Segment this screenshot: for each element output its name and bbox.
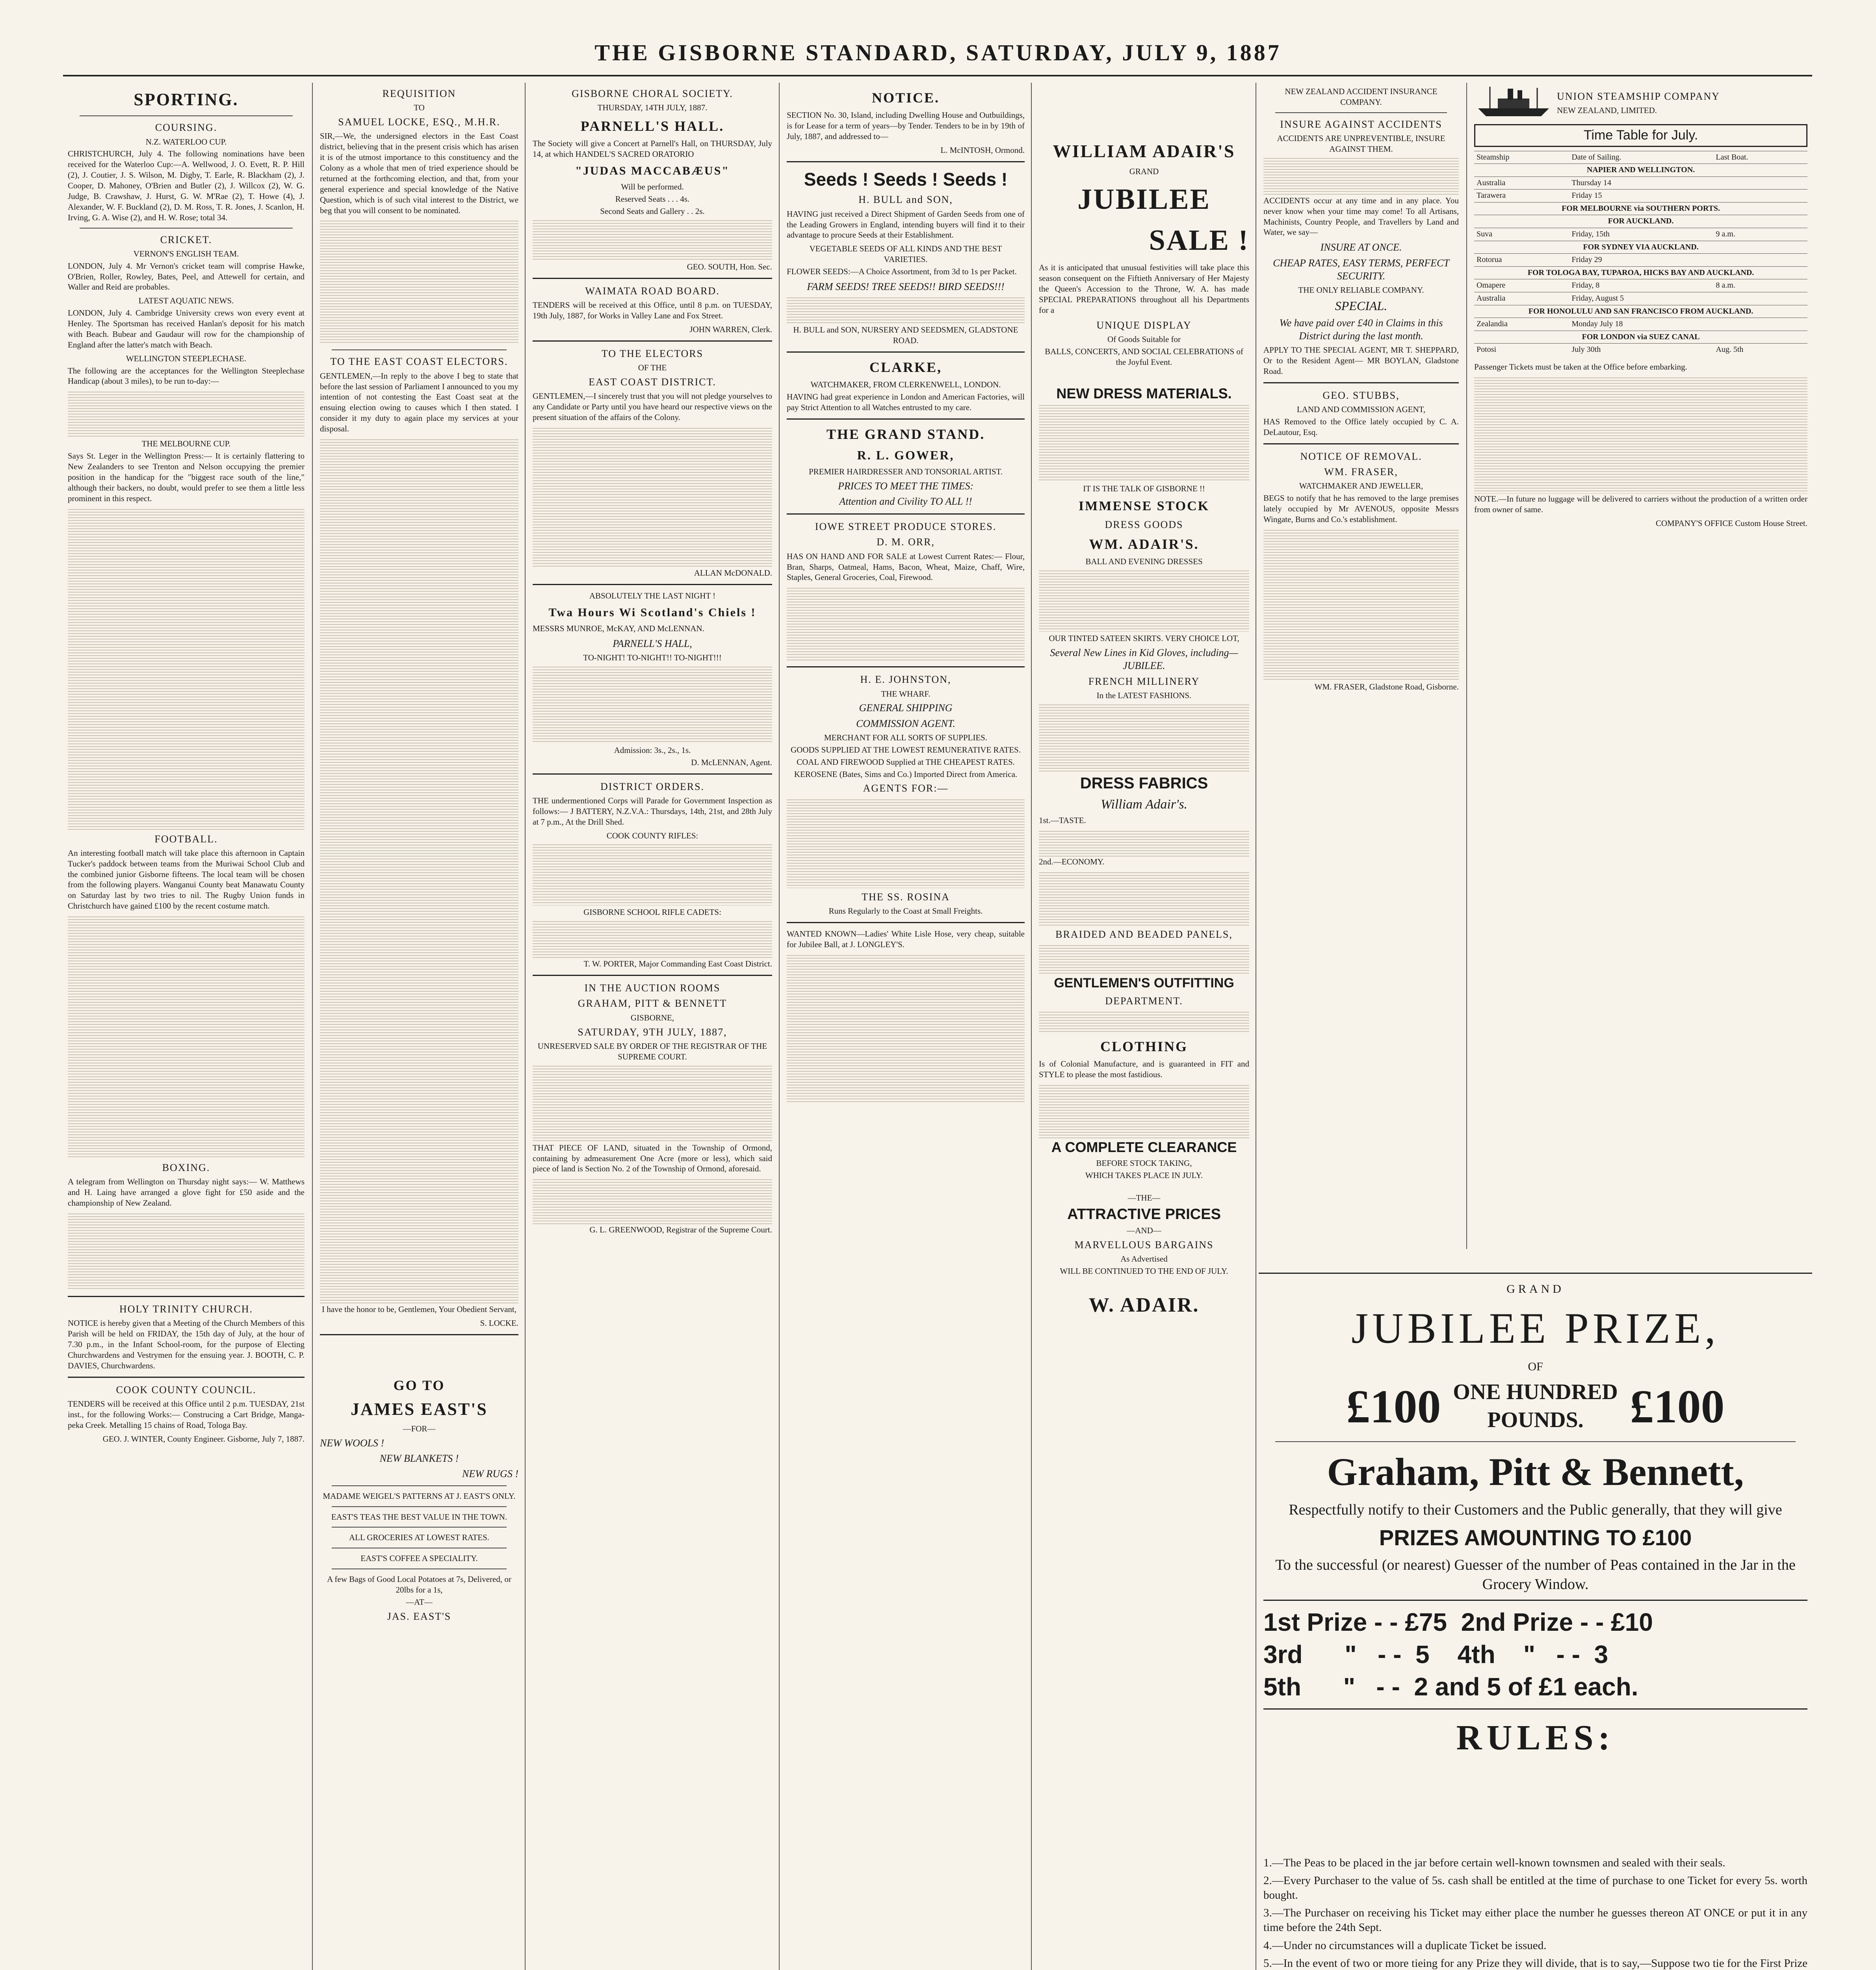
kid-gloves: Several New Lines in Kid Gloves, including—JUBILEE. [1050, 647, 1238, 672]
latest-fashions: In the LATEST FASHIONS. [1096, 690, 1192, 700]
choral-heading: GISBORNE CHORAL SOCIETY. [572, 88, 733, 99]
vernon-heading: VERNON'S ENGLISH TEAM. [133, 249, 239, 258]
rosina-text: Runs Regularly to the Coast at Small Freights. [828, 906, 983, 916]
wanted-known: WANTED KNOWN—Ladies' White Lisle Hose, very cheap, suitable for Jubilee Ball, at J. LONGLEY'S. [787, 929, 1025, 949]
guesser-text: To the successful (or nearest) Guesser of the number of Peas contained in the Jar in the Grocery Window. [1275, 1557, 1796, 1593]
wanted-known-list [787, 953, 1025, 1103]
commission-agent: COMMISSION AGENT. [856, 717, 955, 729]
jubilee-prize-heading: JUBILEE PRIZE, [1351, 1304, 1720, 1353]
table-row: Tarawera Friday 15 [1474, 190, 1807, 203]
col-steamship: Steamship [1474, 151, 1569, 164]
rifles-details [533, 842, 772, 905]
for-label: —FOR— [403, 1424, 436, 1434]
mcdonald-sign: ALLAN McDONALD. [694, 568, 772, 578]
adair-heading: WILLIAM ADAIR'S [1053, 141, 1235, 161]
goods-suitable: Of Goods Suitable for [1107, 334, 1181, 344]
amount-words: ONE HUNDRED POUNDS. [1453, 1379, 1618, 1433]
apply-agent: APPLY TO THE SPECIAL AGENT, MR T. SHEPPARD, Or to the Resident Agent— MR BOYLAN, Gladstone Road. [1263, 345, 1459, 376]
millinery-text [1039, 703, 1249, 773]
requisition-continued [320, 219, 518, 345]
warren-sign: JOHN WARREN, Clerk. [689, 324, 772, 334]
divider [787, 922, 1025, 923]
fraser-heading: WM. FRASER, [1324, 466, 1398, 478]
attractive-prices: ATTRACTIVE PRICES [1067, 1206, 1221, 1223]
clothing: CLOTHING [1100, 1039, 1188, 1055]
rule-2: 2.—Every Purchaser to the value of 5s. cash shall be entitled at the time of purchase to one Ticket for every 5s. worth bought. [1263, 1874, 1807, 1902]
braided-panels: BRAIDED AND BEADED PANELS, [1055, 929, 1233, 940]
passenger-tickets: Passenger Tickets must be taken at the Office before embarking. [1474, 362, 1687, 372]
usc-heading: UNION STEAMSHIP COMPANY [1557, 90, 1720, 102]
adair-text: As it is anticipated that unusual festivities will take place this season consequent on the Fiftieth Anniversary of Her Majesty the Queen's Accession to the Throne, W. A. has made SPECIAL PREPARATIONS throughout all his Departments for a [1039, 263, 1249, 315]
divider [1263, 1708, 1807, 1710]
table-row: Zealandia Monday July 18 [1474, 318, 1807, 331]
rule-3: 3.—The Purchaser on receiving his Ticket may either place the number he guesses thereon AT ONCE or put it in any time before the 24th Sept. [1263, 1907, 1807, 1934]
divider [533, 773, 772, 775]
performed: Will be performed. [621, 182, 684, 192]
william-adairs: William Adair's. [1100, 797, 1188, 812]
rules-list [1259, 1856, 1812, 1970]
orr-details [787, 586, 1025, 661]
cricket-heading: CRICKET. [160, 234, 212, 245]
closing: I have the honor to be, Gentlemen, Your Obedient Servant, [322, 1304, 516, 1314]
tinted-sateen: OUR TINTED SATEEN SKIRTS. VERY CHOICE LOT, [1049, 634, 1239, 643]
divider [332, 1527, 507, 1528]
company-office: COMPANY'S OFFICE Custom House Street. [1655, 518, 1807, 528]
auction-rooms: IN THE AUCTION ROOMS [584, 982, 721, 994]
fraser-sign: WM. FRASER, Gladstone Road, Gisborne. [1314, 682, 1459, 691]
parnells-hall-2: PARNELL'S HALL, [613, 637, 692, 649]
two-hours: Twa Hours Wi Scotland's Chiels ! [548, 606, 756, 619]
continued-end-july: WILL BE CONTINUED TO THE END OF JULY. [1060, 1266, 1228, 1276]
masthead: THE GISBORNE STANDARD, SATURDAY, JULY 9, 1887 [594, 40, 1282, 65]
divider [68, 1296, 305, 1297]
orr-text: HAS ON HAND AND FOR SALE at Lowest Current Rates:— Flour, Bran, Sharps, Oatmeal, Hams, Bacon, Wheat, Maize, Chaff, Wire, Staples, General Groceries, Coal, Firewood. [787, 551, 1025, 582]
steamship-icon [1474, 85, 1553, 120]
mcdonald-text: GENTLEMEN,—I sincerely trust that you will not pledge yourselves to any Candidate or Party until you have heard our respective views on the present situation of the affairs of the Colony. [533, 391, 772, 422]
rifles: COOK COUNTY RIFLES: [606, 831, 698, 840]
letter-continued [320, 437, 518, 1304]
notice-removal: NOTICE OF REMOVAL. [1300, 450, 1422, 462]
unique-display: UNIQUE DISPLAY [1096, 319, 1192, 331]
cadets-details [533, 919, 772, 959]
admission: Admission: 3s., 2s., 1s. [614, 745, 691, 755]
before-stock-taking: BEFORE STOCK TAKING, [1096, 1158, 1192, 1168]
notify-text: Respectfully notify to their Customers and the Public generally, that they will give [1289, 1502, 1782, 1518]
east-teas: EAST'S TEAS THE BEST VALUE IN THE TOWN. [331, 1512, 507, 1522]
seeds-heading: Seeds ! Seeds ! Seeds ! [804, 169, 1008, 190]
fraser-text: BEGS to notify that he has removed to the large premises lately occupied by Mr AVENOUS, opposite Messrs Wingate, Burns and Co.'s establishment. [1263, 493, 1459, 524]
concert-details [533, 665, 772, 743]
clarke-sub: WATCHMAKER, FROM CLERKENWELL, LONDON. [810, 380, 1001, 390]
route-napier: NAPIER AND WELLINGTON. [1474, 164, 1807, 177]
new-dress-materials: NEW DRESS MATERIALS. [1056, 385, 1232, 402]
column-sporting [63, 85, 309, 1970]
madame-weigel: MADAME WEIGEL'S PATTERNS AT J. EAST'S ONLY. [323, 1491, 516, 1501]
ball-dress-details [1039, 569, 1249, 632]
takes-place-july: WHICH TAKES PLACE IN JULY. [1085, 1170, 1203, 1180]
agents-list [787, 797, 1025, 888]
unpreventible: ACCIDENTS ARE UNPREVENTIBLE, INSURE AGAINST THEM. [1277, 134, 1445, 154]
taste-text [1039, 829, 1249, 857]
potatoes: A few Bags of Good Local Potatoes at 7s, Delivered, or 20lbs for a 1s, [327, 1574, 511, 1595]
auction-date: SATURDAY, 9TH JULY, 1887, [578, 1026, 727, 1038]
unreserved: UNRESERVED SALE BY ORDER OF THE REGISTRAR OF THE SUPREME COURT. [537, 1041, 767, 1061]
boxing-text: A telegram from Wellington on Thursday night says:— W. Matthews and H. Laing have arranged a glove fight for £50 aside and the championship of New Zealand. [68, 1177, 305, 1208]
prize-line-2: 3rd " - - 5 4th " - - 3 [1263, 1640, 1609, 1669]
requisition-heading: REQUISITION [382, 88, 456, 99]
insure-once: INSURE AT ONCE. [1320, 242, 1402, 253]
electors-title: TO THE ELECTORS [601, 348, 704, 359]
vernon-text: LONDON, July 4. Mr Vernon's cricket team will comprise Hawke, O'Brien, Roller, Rowley, Bates, Peel, and Attewell for certain, and Waller and Reid are probables. [68, 261, 305, 292]
table-row: Omapere Friday, 8 8 a.m. [1474, 279, 1807, 292]
accidents-text: ACCIDENTS occur at any time and in any place. You never know when your time may come! To all Artisans, Machinists, Country People, and Travellers by Land and Water, we say— [1263, 195, 1459, 237]
divider [332, 349, 507, 350]
wharf: THE WHARF. [881, 689, 931, 699]
merchant: MERCHANT FOR ALL SORTS OF SUPPLIES. [824, 732, 988, 742]
mcintosh-sign: L. McINTOSH, Ormond. [940, 145, 1025, 155]
only-reliable: THE ONLY RELIABLE COMPANY. [1298, 285, 1424, 295]
grand-stand: THE GRAND STAND. [826, 426, 985, 442]
department: DEPARTMENT. [1105, 995, 1183, 1007]
divider [533, 340, 772, 342]
cook-council-sign: GEO. J. WINTER, County Engineer. Gisborne, July 7, 1887. [102, 1434, 305, 1444]
divider [1263, 382, 1459, 383]
dress-fabrics: DRESS FABRICS [1080, 774, 1208, 792]
munroe-text: MESSRS MUNROE, McKAY, AND McLENNAN. [533, 623, 704, 633]
second-seats: Second Seats and Gallery . . 2s. [600, 206, 705, 216]
boxing-heading: BOXING. [162, 1162, 210, 1174]
bull-sign: H. BULL and SON, NURSERY AND SEEDSMEN, GLADSTONE ROAD. [793, 325, 1018, 346]
stubbs-heading: GEO. STUBBS, [1322, 390, 1400, 401]
at-label: —AT— [406, 1597, 433, 1607]
nz-accident: NEW ZEALAND ACCIDENT INSURANCE COMPANY. [1285, 87, 1438, 107]
prices-meet: PRICES TO MEET THE TIMES: [838, 480, 974, 492]
choral-text: The Society will give a Concert at Parnell's Hall, on THURSDAY, July 14, at which HANDEL'S SACRED ORATORIO [533, 139, 772, 159]
column-shipping [1469, 85, 1812, 1267]
divider [533, 975, 772, 976]
choral-sign: GEO. SOUTH, Hon. Sec. [687, 262, 772, 271]
cook-council-text: TENDERS will be received at this Office until 2 p.m. TUESDAY, 21st inst., for the following Works:— Construcing a Cart Bridge, Manga-peka Creek. Metalling 15 chains of Road, Tologa Bay. [68, 1399, 305, 1430]
usc-header [1474, 85, 1807, 120]
the-label: —THE— [1127, 1193, 1161, 1202]
amount-left: £100 [1346, 1380, 1441, 1433]
wellington-text: The following are the acceptances for the Wellington Steeplechase Handicap (about 3 miles), to be run to-day:— [68, 366, 305, 386]
auction-details [533, 1064, 772, 1143]
waimata-heading: WAIMATA ROAD BOARD. [585, 285, 720, 297]
divider [787, 351, 1025, 353]
notice-text-adair [1039, 1083, 1249, 1138]
district-orders: DISTRICT ORDERS. [600, 781, 705, 792]
divider [787, 161, 1025, 162]
gower: R. L. GOWER, [857, 448, 955, 462]
last-night: ABSOLUTELY THE LAST NIGHT ! [589, 591, 716, 600]
route-chalmers: FOR MELBOURNE via SOUTHERN PORTS. [1474, 202, 1807, 215]
w-adair-sign: W. ADAIR. [1088, 1294, 1200, 1317]
column-rule [312, 83, 313, 1970]
of-the: OF THE [638, 363, 667, 373]
new-blankets: NEW BLANKETS ! [379, 1453, 459, 1464]
mcdonald-continued [533, 426, 772, 568]
divider [787, 418, 1025, 420]
groceries: ALL GROCERIES AT LOWEST RATES. [349, 1533, 490, 1543]
timetable-header [1474, 151, 1807, 164]
accidents-list [1263, 156, 1459, 195]
acceptances-list [68, 390, 305, 437]
goods-supplied: GOODS SUPPLIED AT THE LOWEST REMUNERATIVE RATES. [791, 745, 1021, 755]
porter-sign: T. W. PORTER, Major Commanding East Coast District. [583, 959, 772, 969]
table-row: Rotorua Friday 29 [1474, 254, 1807, 267]
column-requisition [315, 85, 523, 1970]
immense-stock: IMMENSE STOCK [1078, 499, 1210, 514]
balls-concerts: BALLS, CONCERTS, AND SOCIAL CELEBRATIONS of the Joyful Event. [1045, 346, 1243, 367]
rule-5: 5.—In the event of two or more tieing for any Prize they will divide, that is to say,—Suppose two tie for the First Prize [1263, 1957, 1807, 1970]
colonial-manufacture: Is of Colonial Manufacture, and is guaranteed in FIT and STYLE to please the most fastidious. [1039, 1059, 1249, 1080]
route-honolulu: FOR HONOLULU AND SAN FRANCISCO FROM AUCKLAND. [1474, 305, 1807, 318]
wm-adairs: WM. ADAIR'S. [1089, 536, 1199, 552]
land-agent: LAND AND COMMISSION AGENT, [1296, 405, 1426, 414]
requisition-to: TO [414, 103, 425, 113]
football-text: An interesting football match will take place this afternoon in Captain Tucker's paddock between teams from the Muriwai School Club and the combined junior Gisborne fifteens. The local team will be chosen from the following players. Wanganui County beat Manawatu County on Saturday last by two tries to nil. The Rugby Union funds in Christchurch have gained £100 by the recent costume match. [68, 848, 305, 911]
divider [80, 115, 293, 116]
sporting-heading: SPORTING. [134, 90, 239, 109]
luggage-note: NOTE.—In future no luggage will be delivered to carriers without the production of a written order from owner of same. [1474, 494, 1807, 514]
coursing-heading: COURSING. [155, 122, 217, 134]
requisition-text: SIR,—We, the undersigned electors in the East Coast district, believing that in the present crisis which has arisen it is of the utmost importance to this constituency and the Colony as a whole that men of tried experience should be returned at the forthcoming election, and that, from your general experience and special knowledge of the Native Question, which is of such vital interest to the District, we beg that you will consent to be nominated. [320, 131, 518, 215]
column-rule [1466, 83, 1467, 1249]
greenwood-sign: G. L. GREENWOOD, Registrar of the Supreme Court. [589, 1225, 772, 1235]
melbourne-continued [68, 507, 305, 830]
column-rule [525, 83, 526, 1970]
holy-trinity-text: NOTICE is hereby given that a Meeting of the Church Members of this Parish will be held on FRIDAY, the 15th day of July, at the hour of 7.30 p.m., in the Infant School-room, for the purpose of Electing Churchwardens and Vestrymen for the ensuing year. J. BOOTH, C. P. DAVIES, Churchwardens. [68, 1318, 305, 1370]
taste: 1st.—TASTE. [1039, 816, 1086, 825]
agents-for: AGENTS FOR:— [863, 782, 949, 794]
new-rugs: NEW RUGS ! [462, 1468, 518, 1480]
orr-heading: D. M. ORR, [877, 536, 935, 548]
outfitting-text [1039, 1010, 1249, 1033]
route-auckland: FOR AUCKLAND. [1474, 215, 1807, 228]
clarke-text: HAVING had great experience in London and American Factories, will pay Strict Attention to all Watches entrusted to my care. [787, 392, 1025, 412]
prize-line-3: 5th " - - 2 and 5 of £1 each. [1263, 1672, 1638, 1701]
sale-heading: SALE ! [1149, 224, 1249, 257]
gentlemen-text: GENTLEMEN,—In reply to the above I beg to state that before the last session of Parliament I announced to you my intention of not contesting the East Coast seat at the ensuing election owing to causes which I then stated. I consider it my duty to again place my services at your disposal. [320, 371, 518, 434]
column-insurance [1259, 85, 1464, 1267]
jubilee-prize-ad [1259, 1273, 1812, 1856]
watchmaker-jeweller: WATCHMAKER AND JEWELLER, [1299, 481, 1423, 491]
notice-heading: NOTICE. [871, 90, 940, 106]
column-adair [1034, 85, 1254, 1970]
wellington-heading: WELLINGTON STEEPLECHASE. [126, 353, 247, 363]
attention: Attention and Civility TO ALL !! [839, 495, 972, 507]
prize-amount [1263, 1376, 1807, 1437]
land-continued [533, 1177, 772, 1225]
locke-sign: S. LOCKE. [480, 1318, 518, 1328]
general-shipping: GENERAL SHIPPING [859, 702, 953, 714]
parnells-hall: PARNELL'S HALL. [580, 118, 724, 134]
rules-heading: RULES: [1456, 1718, 1615, 1758]
rule-4: 4.—Under no circumstances will a duplicate Ticket be issued. [1263, 1939, 1547, 1952]
divider [332, 1506, 507, 1507]
amount-right: £100 [1630, 1380, 1725, 1433]
ball-dresses: BALL AND EVENING DRESSES [1085, 557, 1203, 567]
table-row: Suva Friday, 15th 9 a.m. [1474, 228, 1807, 241]
french-millinery: FRENCH MILLINERY [1088, 675, 1200, 687]
col-date: Date of Sailing. [1569, 151, 1713, 164]
prizes-amounting: PRIZES AMOUNTING TO £100 [1379, 1525, 1692, 1550]
aquatic-text: LONDON, July 4. Cambridge University crews won every event at Henley. The Sportsman has received Hanlan's deposit for his match with Beach. Bubear and Gaudaur will row for the championship of England after the latter's match with Beach. [68, 308, 305, 349]
holy-trinity-heading: HOLY TRINITY CHURCH. [119, 1303, 253, 1315]
removed-text: HAS Removed to the Office lately occupied by C. A. DeLautour, Esq. [1263, 417, 1459, 437]
melbourne-text: Says St. Leger in the Wellington Press:— It is certainly flattering to New Zealanders to see Trenton and Nelson occupying the premier position in the handicap for the "biggest race south of the line," although their backers, no doubt, would prefer to see them a little less prominent in this respect. [68, 451, 305, 503]
clarke-heading: CLARKE, [869, 359, 942, 375]
special-heading: SPECIAL. [1335, 298, 1387, 313]
table-row: Australia Thursday 14 [1474, 177, 1807, 190]
gentlemens-outfitting: GENTLEMEN'S OUTFITTING [1054, 976, 1234, 991]
as-advertised: As Advertised [1120, 1254, 1168, 1264]
seeds-details [787, 296, 1025, 323]
usc-sub: NEW ZEALAND, LIMITED. [1557, 106, 1657, 115]
waimata-text: TENDERS will be received at this Office, until 8 p.m. on TUESDAY, 19th July, 1887, for Works in Valley Lane and Fox Street. [533, 300, 772, 320]
gpb-heading: Graham, Pitt & Bennett, [1327, 1450, 1744, 1494]
coal-firewood: COAL AND FIREWOOD Supplied at THE CHEAPEST RATES. [797, 757, 1015, 767]
dress-goods: DRESS GOODS [1105, 519, 1183, 530]
flower-seeds: FLOWER SEEDS:—A Choice Assortment, from 3d to 1s per Packet. [787, 267, 1017, 277]
insure-against: INSURE AGAINST ACCIDENTS [1280, 118, 1442, 130]
choral-date: THURSDAY, 14TH JULY, 1887. [597, 103, 708, 113]
cheap-rates: CHEAP RATES, EASY TERMS, PERFECT SECURITY. [1273, 257, 1449, 282]
farm-seeds: FARM SEEDS! TREE SEEDS!! BIRD SEEDS!!! [807, 281, 1005, 292]
divider [332, 1485, 507, 1486]
column-trade [782, 85, 1029, 1970]
johnston-heading: H. E. JOHNSTON, [860, 674, 951, 686]
jubilee-heading: JUBILEE [1077, 183, 1211, 216]
football-continued [68, 914, 305, 1159]
gisborne: GISBORNE, [630, 1013, 674, 1022]
new-wools: NEW WOOLS ! [320, 1437, 384, 1449]
gpb-auction: GRAHAM, PITT & BENNETT [578, 998, 727, 1009]
waterloo-heading: N.Z. WATERLOO CUP. [145, 137, 227, 147]
coffee: EAST'S COFFEE A SPECIALITY. [360, 1554, 478, 1563]
james-east-heading: JAMES EAST'S [351, 1399, 488, 1419]
economy-text [1039, 870, 1249, 926]
divider [320, 1334, 518, 1335]
cook-council-heading: COOK COUNTY COUNCIL. [116, 1384, 256, 1396]
prize-grand: GRAND [1506, 1282, 1564, 1295]
notice-text: SECTION No. 30, Island, including Dwelling House and Outbuildings, is for Lease for a term of years—by Tender. Tenders to be in by 19th of July, 1887, and addressed to— [787, 110, 1025, 141]
timetable-heading: Time Table for July. [1474, 124, 1807, 147]
rule-1: 1.—The Peas to be placed in the jar before certain well-known townsmen and sealed with their seals. [1263, 1857, 1726, 1869]
col-boat: Last Boat. [1713, 151, 1807, 164]
vegetable-seeds: VEGETABLE SEEDS OF ALL KINDS AND THE BEST VARIETIES. [809, 244, 1002, 264]
column-rule [779, 83, 780, 1970]
aquatic-heading: LATEST AQUATIC NEWS. [138, 296, 234, 306]
paid-claims: We have paid over £40 in Claims in this District during the last month. [1279, 317, 1443, 342]
bull-text: HAVING just received a Direct Shipment of Garden Seeds from one of the Leading Growers in England, intending buyers will find it to their advantage to procure Seeds at their Establishment. [787, 209, 1025, 240]
rosina: THE SS. ROSINA [862, 891, 950, 903]
go-to: GO TO [393, 1377, 445, 1393]
locke-heading: SAMUEL LOCKE, ESQ., M.H.R. [338, 116, 500, 128]
marvellous-bargains: MARVELLOUS BARGAINS [1074, 1239, 1214, 1251]
route-london: FOR LONDON via SUEZ CANAL [1474, 331, 1807, 344]
masthead-rule [63, 75, 1812, 76]
land-text: THAT PIECE OF LAND, situated in the Township of Ormond, containing by admeasurement One Acre (more or less), which said piece of land is Section No. 2 of the Township of Ormond, aforesaid. [533, 1143, 772, 1174]
bull-heading: H. BULL and SON, [858, 194, 953, 206]
district-title: EAST COAST DISTRICT. [589, 376, 716, 388]
divider [1263, 443, 1459, 444]
divider [1275, 1441, 1796, 1442]
iowe-heading: IOWE STREET PRODUCE STORES. [815, 521, 997, 533]
column-rule [1031, 83, 1032, 1970]
table-row: Australia Friday, August 5 [1474, 292, 1807, 305]
waterloo-text: CHRISTCHURCH, July 4. The following nominations have been received for the Waterloo Cup:—A. Wellwood, J. O. Evett, R. P. Hill (2), J. Coutier, J. S. Wilson, M. Digby, T. Earle, R. Blackham (2), J. Cooper, D. Mahoney, O'Brien and Butler (2), J. Willcox (2), W. G. Judge, B. Crawshaw, J. Hurst, G. W. M'Rae (2), T. Howe (4), J. Alexander, W. F. Buckland (2), D. M. Ross, T. R. Jones, J. Scanlon, H. Irving, G. A. Wise (2), and H. W. Rose; total 34. [68, 149, 305, 222]
judas-maccabaeus: "JUDAS MACCABÆUS" [575, 164, 730, 177]
fraser-details [1263, 528, 1459, 682]
shipping-notes [1474, 375, 1807, 494]
divider [1263, 1600, 1807, 1601]
divider [68, 1377, 305, 1378]
talk-of-gisborne: IT IS THE TALK OF GISBORNE !! [1083, 483, 1205, 493]
braided-text [1039, 943, 1249, 975]
table-row: Potosi July 30th Aug. 5th [1474, 344, 1807, 356]
economy: 2nd.—ECONOMY. [1039, 857, 1105, 867]
grand-label: GRAND [1129, 166, 1159, 176]
and-label: —AND— [1127, 1226, 1161, 1236]
divider [787, 666, 1025, 667]
choral-continued [533, 218, 772, 262]
column-notices [528, 85, 777, 1970]
prize-of: OF [1528, 1360, 1543, 1373]
divider [1275, 112, 1447, 113]
divider [80, 228, 293, 229]
timetable [1474, 151, 1807, 357]
electors-heading: TO THE EAST COAST ELECTORS. [330, 356, 508, 368]
jas-east: JAS. EAST'S [387, 1610, 451, 1622]
boxing-continued [68, 1212, 305, 1290]
kerosene: KEROSENE (Bates, Sims and Co.) Imported Direct from America. [794, 769, 1018, 779]
mclennan-sign: D. McLENNAN, Agent. [691, 757, 772, 767]
divider [533, 278, 772, 279]
hairdresser: PREMIER HAIRDRESSER AND TONSORIAL ARTIST. [808, 466, 1003, 476]
divider [787, 513, 1025, 515]
melbourne-heading: THE MELBOURNE CUP. [141, 439, 231, 449]
orders-text: THE undermentioned Corps will Parade for Government Inspection as follows:— J BATTERY, N.Z.V.A.: Thursdays, 14th, 21st, and 28th July at 7 p.m., At the Drill Shed. [533, 795, 772, 827]
dress-materials-text [1039, 403, 1249, 482]
prize-line-1: 1st Prize - - £75 2nd Prize - - £10 [1263, 1608, 1653, 1636]
route-sydney: FOR SYDNEY VIA AUCKLAND. [1474, 241, 1807, 254]
divider [533, 584, 772, 585]
complete-clearance: A COMPLETE CLEARANCE [1051, 1139, 1237, 1156]
reserved-seats: Reserved Seats . . . 4s. [615, 194, 690, 204]
to-night: TO-NIGHT! TO-NIGHT!! TO-NIGHT!!! [583, 653, 722, 663]
route-tologa: FOR TOLOGA BAY, TUPAROA, HICKS BAY AND AUCKLAND. [1474, 266, 1807, 279]
cadets: GISBORNE SCHOOL RIFLE CADETS: [583, 907, 721, 917]
football-heading: FOOTBALL. [154, 833, 218, 845]
